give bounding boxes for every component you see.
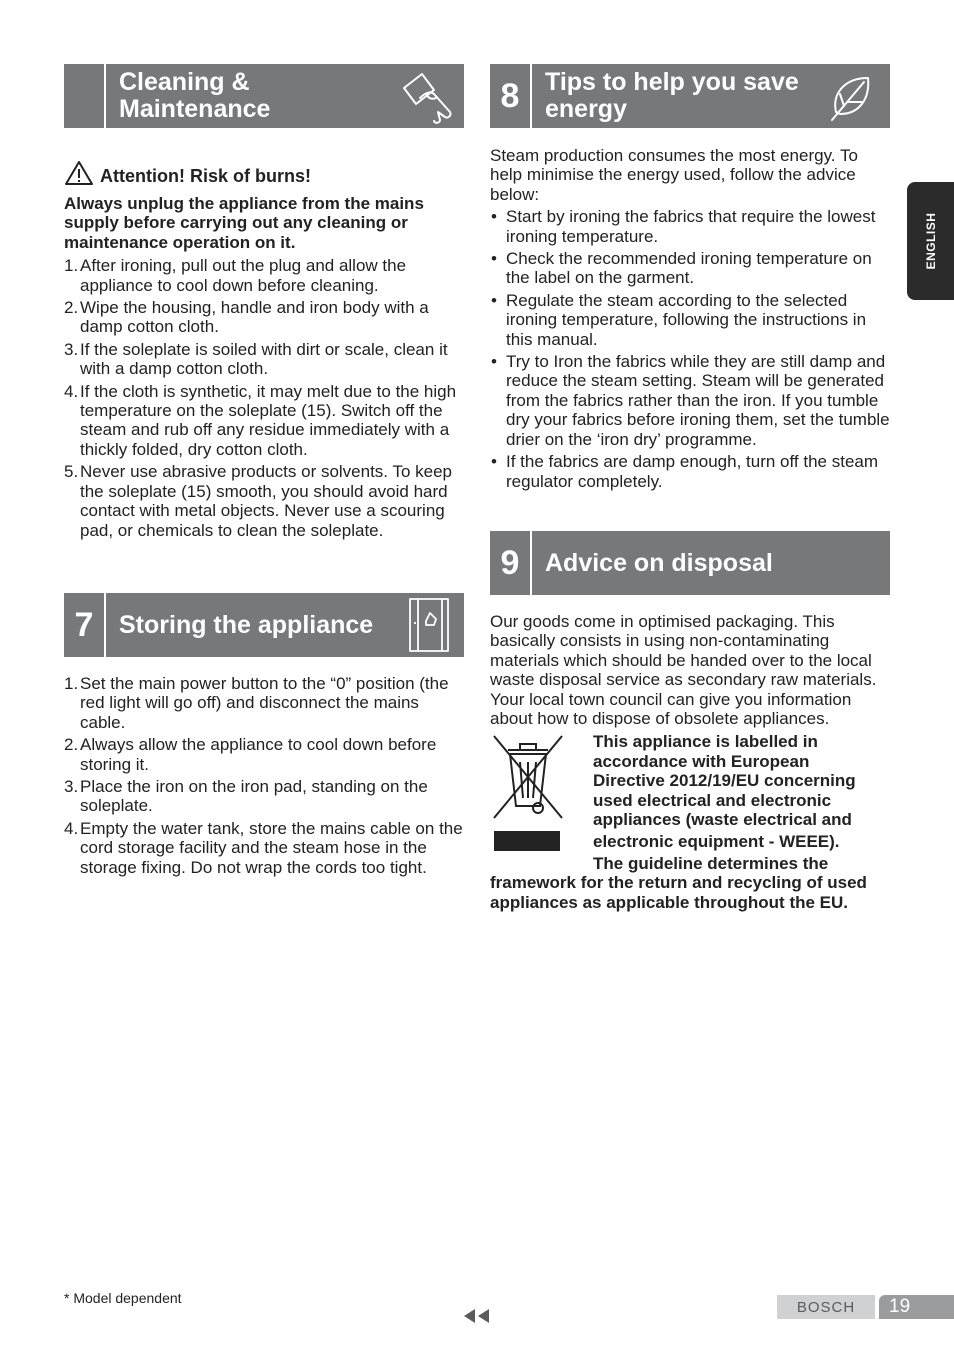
list-item: 3. If the soleplate is soiled with dirt or scale, clean it with a damp cotton cloth. bbox=[64, 339, 448, 379]
list-item: 2. Wipe the housing, handle and iron body with a damp cotton cloth. bbox=[64, 298, 429, 337]
energy-header bbox=[490, 64, 890, 128]
disposal-intro: Our goods come in optimised packaging. This basically consists in using non-contaminating materials which should be handed over to the local waste disposal service as secondary raw materials. Your local town council can give you information about how to dispose of obsolete appliances. bbox=[490, 612, 877, 729]
language-tab-label: ENGLISH bbox=[923, 212, 938, 270]
energy-title-line1: Tips to help you save bbox=[545, 68, 799, 96]
list-item: 1. After ironing, pull out the plug and allow the appliance to cool down before cleaning. bbox=[64, 256, 407, 295]
weee-line: This appliance is labelled in bbox=[593, 732, 818, 752]
weee-line: appliances (waste electrical and bbox=[593, 810, 852, 830]
weee-rest: framework for the return and recycling of used appliances as applicable throughout the EU. bbox=[490, 873, 867, 912]
list-item: • If the fabrics are damp enough, turn off the steam regulator completely. bbox=[491, 452, 879, 491]
crossed-bin-icon bbox=[490, 734, 566, 854]
list-item: • Start by ironing the fabrics that require the lowest ironing temperature. bbox=[491, 207, 876, 246]
energy-body bbox=[490, 146, 890, 494]
disposal-header bbox=[490, 531, 890, 595]
list-item: 5. Never use abrasive products or solvents. To keep the soleplate (15) smooth, you should avoid hard contact with metal objects. Never use a scouring pad, or chemicals to clean the soleplate. bbox=[64, 462, 452, 540]
footnote: * Model dependent bbox=[64, 1290, 182, 1306]
energy-title-line2: energy bbox=[545, 95, 627, 123]
weee-line: used electrical and electronic bbox=[593, 790, 832, 810]
storing-list bbox=[64, 674, 464, 877]
storing-title: Storing the appliance bbox=[119, 610, 374, 639]
cleaning-warning: Always unplug the appliance from the mains supply before carrying out any cleaning or maintenance operation on it. bbox=[64, 194, 424, 252]
back-arrows-icon[interactable] bbox=[463, 1308, 493, 1324]
list-item: 4. If the cloth is synthetic, it may melt due to the high temperature on the soleplate (15). Switch off the steam and rub off any residue immediately with a thickly folded, dry cotton cloth. bbox=[64, 381, 457, 459]
cabinet-icon bbox=[400, 597, 456, 653]
cleaning-title-line1: Cleaning & bbox=[119, 68, 250, 96]
cleaning-hand-icon bbox=[400, 68, 456, 124]
list-item: • Check the recommended ironing temperature on the label on the garment. bbox=[491, 249, 872, 288]
list-item: 4. Empty the water tank, store the mains cable on the cord storage facility and the steam hose in the storage fixing. Do not wrap the cords too tight. bbox=[64, 818, 463, 877]
cleaning-list bbox=[64, 256, 464, 540]
leaf-icon bbox=[826, 68, 882, 124]
language-tab bbox=[907, 182, 954, 300]
list-item: 2. Always allow the appliance to cool down before storing it. bbox=[64, 735, 437, 774]
list-item: 3. Place the iron on the iron pad, standing on the soleplate. bbox=[64, 777, 428, 816]
cleaning-title bbox=[119, 64, 394, 128]
energy-number: 8 bbox=[490, 64, 532, 128]
cleaning-body bbox=[64, 160, 464, 543]
attention-text: Attention! Risk of burns! bbox=[100, 165, 311, 186]
disposal-title: Advice on disposal bbox=[545, 548, 773, 577]
cleaning-title-line2: Maintenance bbox=[119, 95, 271, 123]
weee-line: electronic equipment - WEEE). bbox=[593, 832, 840, 852]
list-item: • Try to Iron the fabrics while they are still damp and reduce the steam setting. Steam will be generated from the fabrics rather than the iron. If you tumble dry your fabrics before ironing them, set the tumble drier on the ‘iron dry’ programme. bbox=[491, 352, 890, 449]
disposal-body bbox=[490, 612, 890, 912]
cleaning-header bbox=[64, 64, 464, 128]
warning-icon bbox=[64, 160, 94, 186]
storing-number: 7 bbox=[64, 593, 106, 657]
weee-line: accordance with European bbox=[593, 751, 810, 771]
list-item: • Regulate the steam according to the selected ironing temperature, following the instructions in this manual. bbox=[491, 290, 867, 349]
cleaning-number-box bbox=[64, 64, 106, 128]
disposal-number: 9 bbox=[490, 531, 532, 595]
page-number bbox=[879, 1295, 954, 1319]
weee-block bbox=[490, 732, 890, 912]
footer-brand bbox=[777, 1295, 875, 1319]
energy-title bbox=[545, 64, 820, 128]
weee-line: The guideline determines the bbox=[593, 853, 829, 873]
list-item: 1. Set the main power button to the “0” position (the red light will go off) and disconnect the mains cable. bbox=[64, 674, 449, 732]
brand-label: BOSCH bbox=[796, 1298, 856, 1316]
energy-intro: Steam production consumes the most energy. To help minimise the energy used, follow the advice below: bbox=[490, 146, 858, 204]
storing-header bbox=[64, 593, 464, 657]
storing-body bbox=[64, 674, 464, 880]
attention-line bbox=[64, 160, 464, 186]
page-number-value: 19 bbox=[889, 1296, 911, 1317]
weee-line: Directive 2012/19/EU concerning bbox=[593, 771, 856, 791]
energy-bullets bbox=[490, 207, 890, 491]
